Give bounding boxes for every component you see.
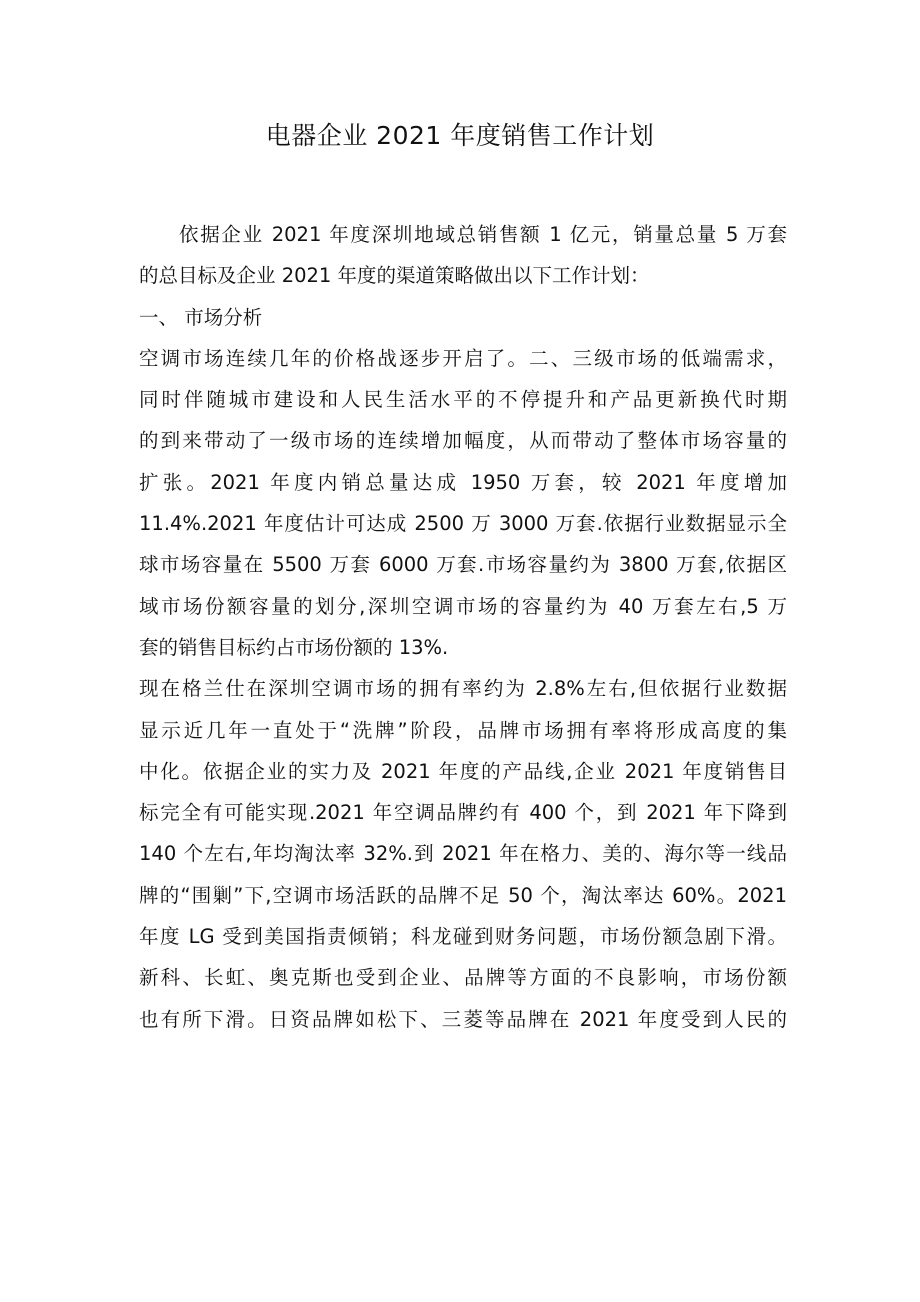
text-line: 的总目标及企业 2021 年度的渠道策略做出以下工作计划：	[139, 264, 650, 288]
text-line: 标完全有可能实现.2021 年空调品牌约有 400 个，到 2021 年下降到	[139, 801, 787, 825]
text-line: 依据企业 2021 年度深圳地域总销售额 1 亿元，销量总量 5 万套	[179, 223, 787, 246]
text-line: 新科、长虹、奥克斯也受到企业、品牌等方面的不良影响，市场份额	[139, 966, 787, 990]
text-line: 空调市场连续几年的价格战逐步开启了。二、三级市场的低端需求，	[139, 346, 787, 370]
text-line: 现在格兰仕在深圳空调市场的拥有率约为 2.8%左右,但依据行业数据	[139, 677, 787, 701]
text-line: 套的销售目标约占市场份额的 13%.	[139, 635, 449, 659]
text-line: 的到来带动了一级市场的连续增加幅度，从而带动了整体市场容量的	[139, 429, 787, 453]
text-line: 球市场容量在 5500 万套 6000 万套.市场容量约为 3800 万套,依据区	[139, 553, 787, 577]
text-line: 也有所下滑。日资品牌如松下、三菱等品牌在 2021 年度受到人民的	[139, 1007, 787, 1031]
text-line: 11.4%.2021 年度估计可达成 2500 万 3000 万套.依据行业数据显示全	[139, 512, 787, 536]
text-line: 年度 LG 受到美国指责倾销；科龙碰到财务问题，市场份额急剧下滑。	[139, 925, 787, 949]
text-line: 中化。依据企业的实力及 2021 年度的产品线,企业 2021 年度销售目	[139, 759, 787, 783]
text-line: 140 个左右,年均淘汰率 32%.到 2021 年在格力、美的、海尔等一线品	[139, 842, 787, 866]
text-line: 一、 市场分析	[139, 305, 263, 329]
text-line: 牌的“围剿”下,空调市场活跃的品牌不足 50 个，淘汰率达 60%。2021	[139, 883, 787, 907]
document-title: 电器企业 2021 年度销售工作计划	[265, 121, 655, 150]
text-line: 扩张。2021 年度内销总量达成 1950 万套，较 2021 年度增加	[139, 470, 787, 494]
text-line: 同时伴随城市建设和人民生活水平的不停提升和产品更新换代时期	[139, 388, 787, 412]
text-line: 显示近几年一直处于“洗牌”阶段，品牌市场拥有率将形成高度的集	[139, 718, 787, 742]
text-line: 域市场份额容量的划分,深圳空调市场的容量约为 40 万套左右,5 万	[139, 594, 787, 618]
document-body	[139, 214, 787, 1040]
